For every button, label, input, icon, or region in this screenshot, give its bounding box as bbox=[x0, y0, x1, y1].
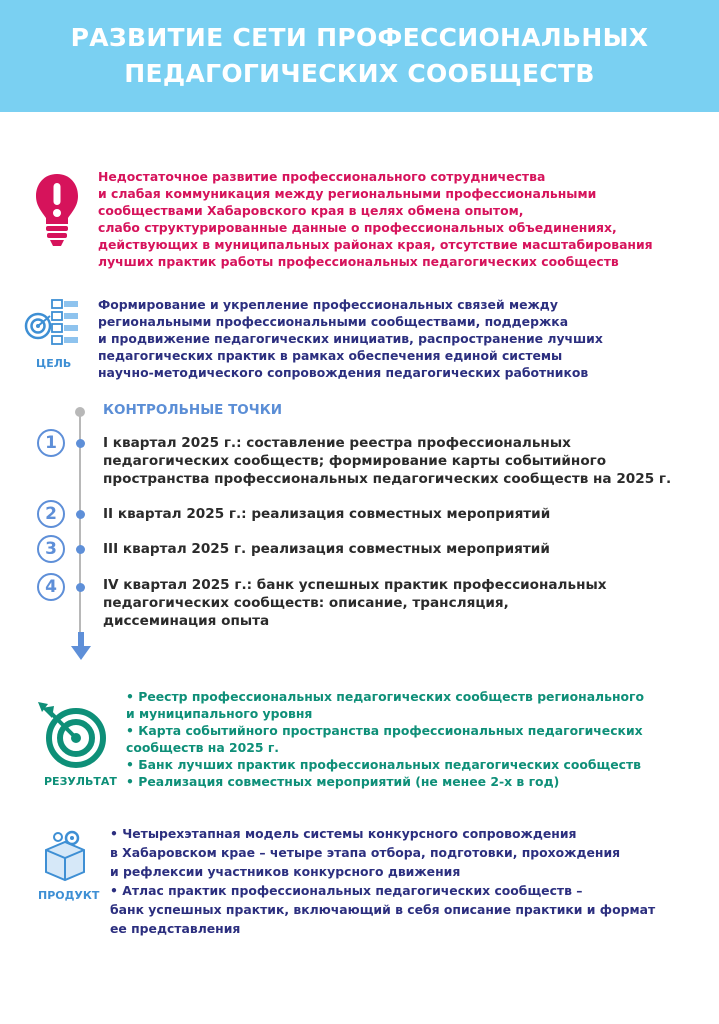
checkpoint-number-1: 1 bbox=[37, 429, 65, 457]
result-line: • Реестр профессиональных педагогических сообществ регионального bbox=[126, 689, 645, 704]
result-line: • Карта событийного пространства профессиональных педагогических bbox=[126, 723, 643, 738]
result-line: • Реализация совместных мероприятий (не менее 2-х в год) bbox=[126, 774, 560, 789]
problem-line: Недостаточное развитие профессионального сотрудничества bbox=[98, 169, 546, 184]
header-banner bbox=[0, 0, 719, 112]
box-gear-icon bbox=[40, 828, 90, 882]
result-line: и муниципального уровня bbox=[126, 706, 313, 721]
checkpoint-number-4: 4 bbox=[37, 573, 65, 601]
timeline-dot bbox=[76, 583, 85, 592]
arrow-down-icon bbox=[70, 632, 92, 662]
problem-statement bbox=[98, 168, 653, 270]
problem-line: действующих в муниципальных районах края, отсутствие масштабирования bbox=[98, 237, 653, 252]
problem-line: лучших практик работы профессиональных педагогических сообществ bbox=[98, 254, 619, 269]
checkpoint-item-3 bbox=[103, 540, 550, 558]
checkpoint-line: диссеминация опыта bbox=[103, 613, 270, 629]
problem-line: слабо структурированные данные о профессиональных объединениях, bbox=[98, 220, 617, 235]
checkpoint-item-2 bbox=[103, 505, 550, 523]
product-line: в Хабаровском крае – четыре этапа отбора, подготовки, прохождения bbox=[110, 845, 621, 860]
timeline-dot bbox=[76, 545, 85, 554]
product-line: и рефлексии участников конкурсного движения bbox=[110, 864, 461, 879]
checkpoint-line: III квартал 2025 г. реализация совместных мероприятий bbox=[103, 541, 550, 557]
checkpoint-number-2: 2 bbox=[37, 500, 65, 528]
timeline-dot bbox=[76, 439, 85, 448]
product-line: ее представления bbox=[110, 921, 241, 936]
problem-line: и слабая коммуникация между региональными профессиональными bbox=[98, 186, 597, 201]
checkpoint-line: I квартал 2025 г.: составление реестра профессиональных bbox=[103, 435, 571, 451]
timeline-dot bbox=[76, 510, 85, 519]
goal-statement bbox=[98, 296, 603, 381]
result-list bbox=[126, 688, 644, 790]
checkpoint-item-1 bbox=[103, 434, 671, 488]
goal-line: и продвижение педагогических инициатив, распространение лучших bbox=[98, 331, 603, 346]
exclamation-lightbulb-icon bbox=[34, 172, 80, 250]
checkpoint-line: педагогических сообществ; формирование карты событийного bbox=[103, 453, 607, 469]
target-arrow-icon bbox=[38, 700, 110, 768]
page-title-line-1: РАЗВИТИЕ СЕТИ ПРОФЕССИОНАЛЬНЫХ bbox=[70, 23, 649, 52]
target-list-icon bbox=[22, 298, 80, 354]
checkpoint-line: педагогических сообществ: описание, трансляция, bbox=[103, 595, 509, 611]
product-line: банк успешных практик, включающий в себя описание практики и формат bbox=[110, 902, 656, 917]
goal-line: научно-методического сопровождения педагогических работников bbox=[98, 365, 589, 380]
product-line: • Четырехэтапная модель системы конкурсного сопровождения bbox=[110, 826, 577, 841]
checkpoint-line: IV квартал 2025 г.: банк успешных практик профессиональных bbox=[103, 577, 607, 593]
goal-line: Формирование и укрепление профессиональных связей между bbox=[98, 297, 558, 312]
page-title-line-2: ПЕДАГОГИЧЕСКИХ СООБЩЕСТВ bbox=[124, 59, 595, 88]
result-line: сообществ на 2025 г. bbox=[126, 740, 280, 755]
checkpoints-heading: КОНТРОЛЬНЫЕ ТОЧКИ bbox=[103, 402, 283, 418]
checkpoint-item-4 bbox=[103, 576, 607, 630]
goal-line: региональными профессиональными сообществами, поддержка bbox=[98, 314, 569, 329]
product-line: • Атлас практик профессиональных педагогических сообществ – bbox=[110, 883, 583, 898]
result-label: РЕЗУЛЬТАТ bbox=[44, 775, 117, 788]
goal-line: педагогических практик в рамках обеспечения единой системы bbox=[98, 348, 563, 363]
problem-line: сообществами Хабаровского края в целях обмена опытом, bbox=[98, 203, 524, 218]
result-line: • Банк лучших практик профессиональных педагогических сообществ bbox=[126, 757, 641, 772]
checkpoint-line: пространства профессиональных педагогических сообществ на 2025 г. bbox=[103, 471, 672, 487]
product-label: ПРОДУКТ bbox=[38, 889, 100, 902]
checkpoint-line: II квартал 2025 г.: реализация совместных мероприятий bbox=[103, 506, 551, 522]
product-list bbox=[110, 824, 655, 938]
checkpoint-number-3: 3 bbox=[37, 535, 65, 563]
goal-label: ЦЕЛЬ bbox=[36, 357, 72, 370]
